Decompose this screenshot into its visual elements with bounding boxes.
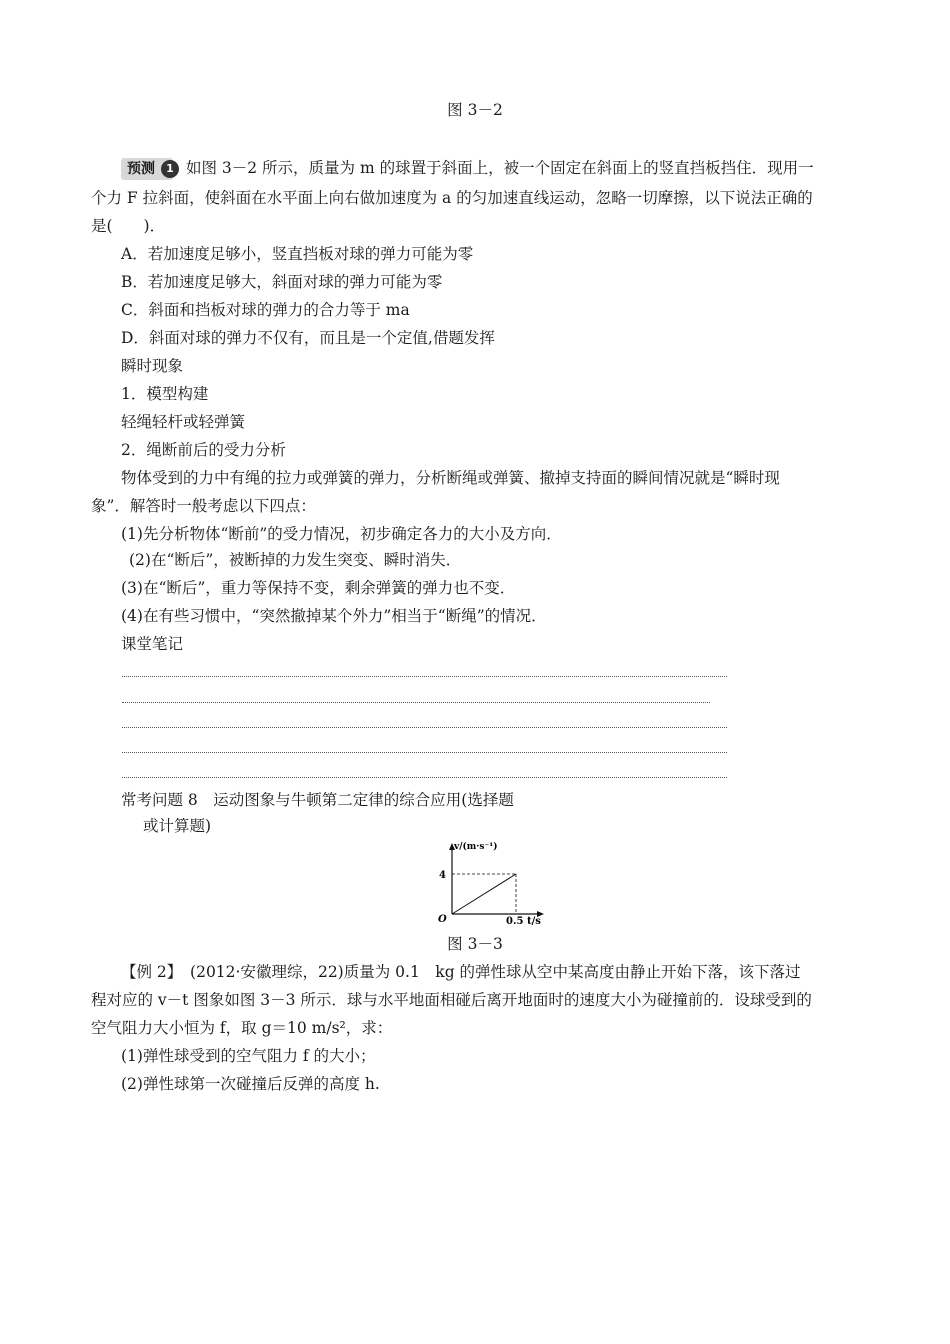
problem-heading-line-1: 常考问题 8 运动图象与牛顿第二定律的综合应用(选择题	[121, 791, 514, 809]
point-3: (3)在“断后”，重力等保持不变，剩余弹簧的弹力也不变．	[121, 579, 516, 597]
question-2: (2)弹性球第一次碰撞后反弹的高度 h.	[121, 1075, 380, 1093]
prediction-text-1: 如图 3－2 所示，质量为 m 的球置于斜面上，被一个固定在斜面上的竖直挡板挡住．现用一	[185, 159, 814, 177]
option-c: C．斜面和挡板对球的弹力的合力等于 ma	[121, 301, 410, 319]
point-1: (1)先分析物体“断前”的受力情况，初步确定各力的大小及方向．	[121, 525, 562, 543]
option-d: D．斜面对球的弹力不仅有，而且是一个定值,借题发挥	[121, 329, 495, 347]
section-item-1-text: 轻绳轻杆或轻弹簧	[121, 413, 246, 431]
notes-line	[122, 727, 727, 728]
example-line-3: 空气阻力大小恒为 f，取 g＝10 m/s²，求：	[91, 1019, 393, 1037]
y-tick-label: 4	[439, 870, 446, 881]
prediction-line-2: 个力 F 拉斜面，使斜面在水平面上向右做加速度为 a 的匀加速直线运动，忽略一切摩擦，以下说法正确的	[91, 189, 813, 207]
notes-line	[122, 676, 727, 677]
prediction-line-3: 是( )．	[91, 217, 166, 235]
figure-3-2-caption: 图 3－2	[447, 101, 503, 119]
section-title: 瞬时现象	[121, 357, 184, 375]
prediction-line-1	[121, 158, 814, 180]
origin-label: O	[438, 914, 447, 925]
series-line	[452, 874, 516, 914]
point-4: (4)在有些习惯中，“突然撤掉某个外力”相当于“断绳”的情况．	[121, 607, 547, 625]
figure-3-3-caption: 图 3－3	[447, 935, 503, 953]
prediction-badge	[121, 158, 173, 180]
section-item-1: 1．模型构建	[121, 385, 209, 403]
section-para-line-2: 象”．解答时一般考虑以下四点：	[91, 497, 316, 515]
notes-label: 课堂笔记	[121, 635, 184, 653]
prediction-badge-number: 1	[161, 160, 179, 178]
example-line-2: 程对应的 v－t 图象如图 3－3 所示．球与水平地面相碰后离开地面时的速度大小为碰撞前的．设球受到的	[91, 991, 812, 1009]
x-axis-label: t/s	[527, 916, 541, 926]
x-tick-label: 0.5	[506, 916, 524, 926]
notes-line	[122, 702, 710, 703]
option-b: B．若加速度足够大，斜面对球的弹力可能为零	[121, 273, 443, 291]
notes-line	[122, 777, 727, 778]
problem-heading-line-2: 或计算题)	[143, 817, 212, 835]
y-axis-label: v/(m·s⁻¹)	[454, 842, 498, 852]
section-para-line-1: 物体受到的力中有绳的拉力或弹簧的弹力，分析断绳或弹簧、撤掉支持面的瞬间情况就是“瞬时现	[121, 469, 780, 487]
section-item-2: 2．绳断前后的受力分析	[121, 441, 286, 459]
option-a: A．若加速度足够小，竖直挡板对球的弹力可能为零	[121, 245, 474, 263]
prediction-badge-label: 预测	[121, 158, 173, 180]
notes-line	[122, 752, 727, 753]
point-2: (2)在“断后”，被断掉的力发生突变、瞬时消失．	[129, 551, 462, 569]
vt-chart	[428, 838, 548, 926]
question-1: (1)弹性球受到的空气阻力 f 的大小；	[121, 1047, 376, 1065]
example-line-1: 【例 2】 (2012·安徽理综，22)质量为 0.1 kg 的弹性球从空中某高度由静止开始下落，该下落过	[121, 963, 801, 981]
